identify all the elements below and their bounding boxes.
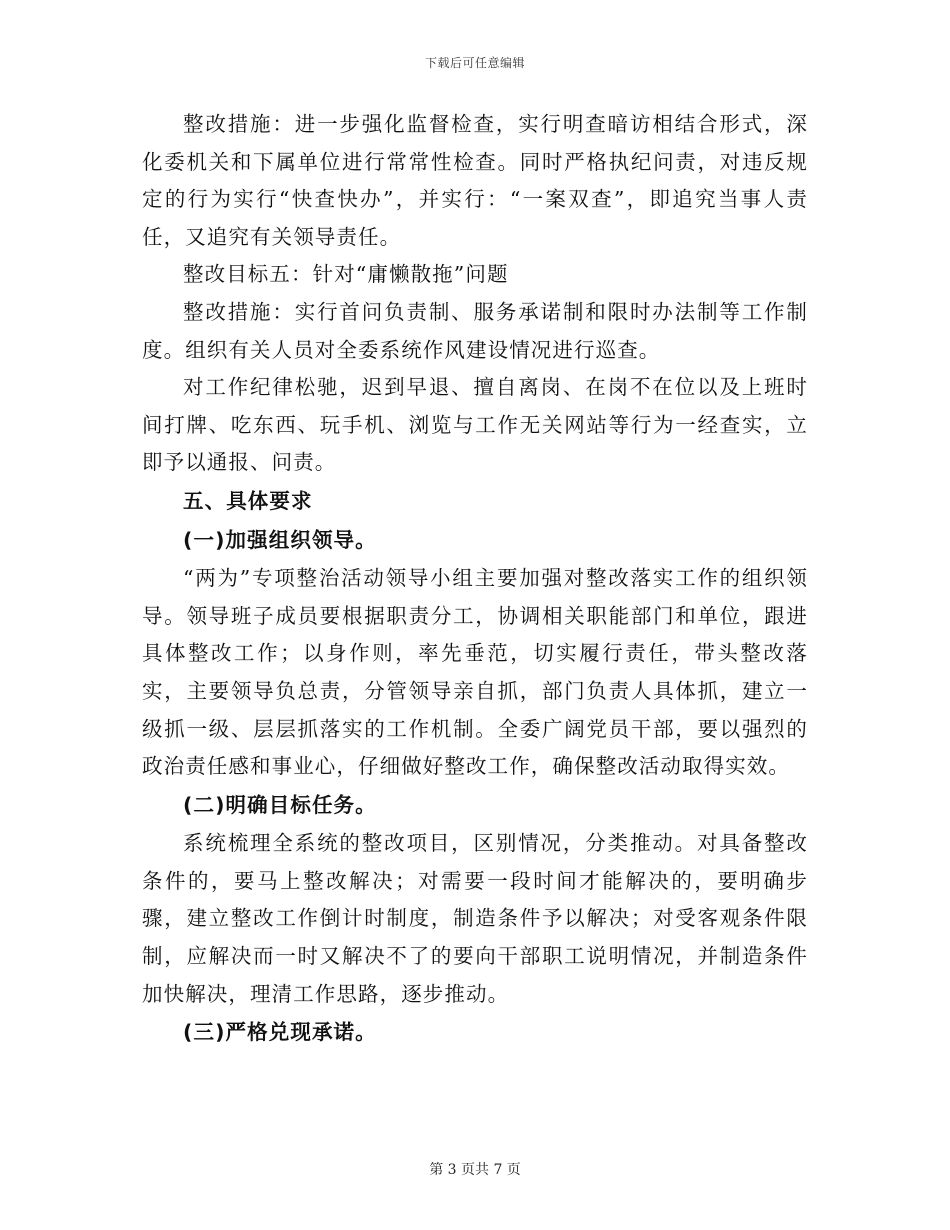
subheading-clarify-goals: (二)明确目标任务。 bbox=[183, 792, 377, 817]
page-header: 下载后可任意编辑 bbox=[424, 56, 525, 70]
document-body bbox=[142, 106, 808, 1053]
section-heading-specific-requirements: 五、具体要求 bbox=[183, 488, 313, 513]
paragraph-rectification-measures-4: 整改措施：进一步强化监督检查，实行明查暗访相结合形式，深化委机关和下属单位进行常常性检查。同时严格执纪问责，对违反规定的行为实行“快查快办”，并实行：“一案双查”，即追究当事人责任，又追究有关领导责任。 bbox=[142, 112, 808, 249]
subheading-fulfill-commitments: (三)严格兑现承诺。 bbox=[183, 1020, 377, 1045]
paragraph-leadership: “两为”专项整治活动领导小组主要加强对整改落实工作的组织领导。领导班子成员要根据职责分工，协调相关职能部门和单位，跟进具体整改工作；以身作则，率先垂范，切实履行责任，带头整改落实，主要领导负总责，分管领导亲自抓，部门负责人具体抓，建立一级抓一级、层层抓落实的工作机制。全委广阔党员干部，要以强烈的政治责任感和事业心，仔细做好整改工作，确保整改活动取得实效。 bbox=[142, 566, 808, 779]
paragraph-rectification-measures-5: 整改措施：实行首问负责制、服务承诺制和限时办法制等工作制度。组织有关人员对全委系统作风建设情况进行巡查。 bbox=[142, 299, 808, 362]
page-number-footer: 第 3 页共 7 页 bbox=[429, 1162, 521, 1178]
subheading-strengthen-leadership: (一)加强组织领导。 bbox=[183, 527, 377, 552]
paragraph-rectification-goal-5: 整改目标五：针对“庸懒散拖”问题 bbox=[183, 262, 509, 287]
paragraph-goals: 系统梳理全系统的整改项目，区别情况，分类推动。对具备整改条件的，要马上整改解决；对需要一段时间才能解决的，要明确步骤，建立整改工作倒计时制度，制造条件予以解决；对受客观条件限制，应解决而一时又解决不了的要向干部职工说明情况，并制造条件加快解决，理清工作思路，逐步推动。 bbox=[142, 831, 808, 1006]
paragraph-work-discipline: 对工作纪律松驰，迟到早退、擅自离岗、在岗不在位以及上班时间打牌、吃东西、玩手机、浏览与工作无关网站等行为一经查实，立即予以通报、问责。 bbox=[142, 375, 808, 475]
